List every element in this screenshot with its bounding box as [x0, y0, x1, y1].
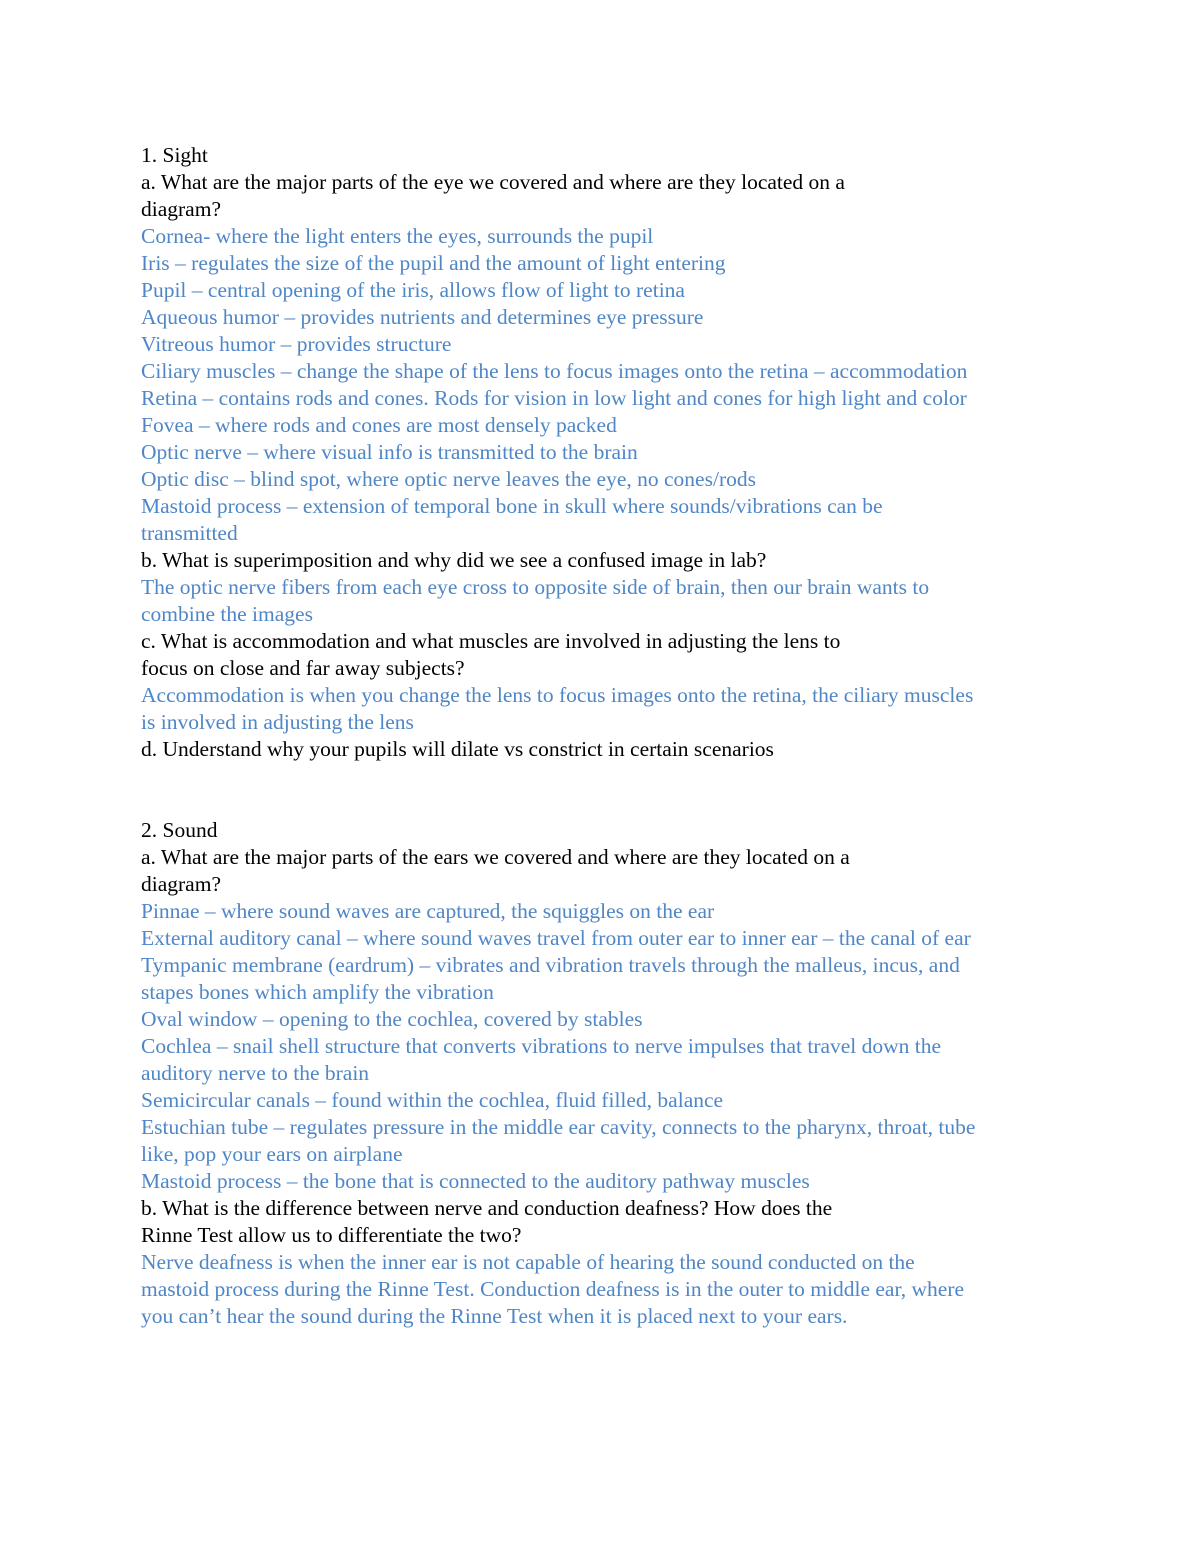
- answer-text: Cochlea – snail shell structure that converts vibrations to nerve impulses that travel down the: [141, 1034, 942, 1058]
- answer-text: like, pop your ears on airplane: [141, 1142, 403, 1166]
- question-text: b. What is superimposition and why did we see a confused image in lab?: [141, 548, 767, 572]
- answer-text: transmitted: [141, 521, 238, 545]
- answer-text: Ciliary muscles – change the shape of the lens to focus images onto the retina – accommodation: [141, 359, 968, 383]
- answer-text: Iris – regulates the size of the pupil and the amount of light entering: [141, 251, 726, 275]
- answer-text: Pinnae – where sound waves are captured, the squiggles on the ear: [141, 899, 715, 923]
- document-body: [141, 142, 1071, 1330]
- question-text: d. Understand why your pupils will dilate vs constrict in certain scenarios: [141, 737, 774, 761]
- answer-text: Aqueous humor – provides nutrients and determines eye pressure: [141, 305, 704, 329]
- answer-text: Retina – contains rods and cones. Rods for vision in low light and cones for high light and color: [141, 386, 967, 410]
- section-spacer: [141, 763, 1071, 817]
- answer-text: External auditory canal – where sound waves travel from outer ear to inner ear – the canal of ear: [141, 926, 971, 950]
- answer-text: you can’t hear the sound during the Rinne Test when it is placed next to your ears.: [141, 1304, 848, 1328]
- answer-text: Cornea- where the light enters the eyes, surrounds the pupil: [141, 224, 654, 248]
- question-text: b. What is the difference between nerve and conduction deafness? How does the: [141, 1196, 833, 1220]
- answer-text: auditory nerve to the brain: [141, 1061, 370, 1085]
- answer-text: Optic nerve – where visual info is transmitted to the brain: [141, 440, 638, 464]
- answer-text: Tympanic membrane (eardrum) – vibrates and vibration travels through the malleus, incus, and: [141, 953, 960, 977]
- answer-text: Semicircular canals – found within the cochlea, fluid filled, balance: [141, 1088, 724, 1112]
- answer-text: mastoid process during the Rinne Test. Conduction deafness is in the outer to middle ear, where: [141, 1277, 965, 1301]
- answer-text: Vitreous humor – provides structure: [141, 332, 452, 356]
- answer-text: is involved in adjusting the lens: [141, 710, 414, 734]
- question-text: diagram?: [141, 872, 221, 896]
- question-text: c. What is accommodation and what muscles are involved in adjusting the lens to: [141, 629, 841, 653]
- answer-text: Optic disc – blind spot, where optic nerve leaves the eye, no cones/rods: [141, 467, 756, 491]
- answer-text: Estuchian tube – regulates pressure in the middle ear cavity, connects to the pharynx, throat, tube: [141, 1115, 976, 1139]
- answer-text: Mastoid process – the bone that is connected to the auditory pathway muscles: [141, 1169, 810, 1193]
- answer-text: The optic nerve fibers from each eye cross to opposite side of brain, then our brain wants to: [141, 575, 930, 599]
- question-text: a. What are the major parts of the eye we covered and where are they located on a: [141, 170, 845, 194]
- answer-text: Oval window – opening to the cochlea, covered by stables: [141, 1007, 643, 1031]
- answer-text: Mastoid process – extension of temporal bone in skull where sounds/vibrations can be: [141, 494, 883, 518]
- question-text: focus on close and far away subjects?: [141, 656, 465, 680]
- question-text: a. What are the major parts of the ears we covered and where are they located on a: [141, 845, 850, 869]
- answer-text: Fovea – where rods and cones are most densely packed: [141, 413, 617, 437]
- answer-text: stapes bones which amplify the vibration: [141, 980, 494, 1004]
- answer-text: Pupil – central opening of the iris, allows flow of light to retina: [141, 278, 685, 302]
- answer-text: combine the images: [141, 602, 313, 626]
- question-text: Rinne Test allow us to differentiate the two?: [141, 1223, 522, 1247]
- question-text: diagram?: [141, 197, 221, 221]
- answer-text: Nerve deafness is when the inner ear is not capable of hearing the sound conducted on the: [141, 1250, 915, 1274]
- section-heading-sight: 1. Sight: [141, 143, 208, 167]
- answer-text: Accommodation is when you change the lens to focus images onto the retina, the ciliary muscles: [141, 683, 974, 707]
- section-heading-sound: 2. Sound: [141, 818, 218, 842]
